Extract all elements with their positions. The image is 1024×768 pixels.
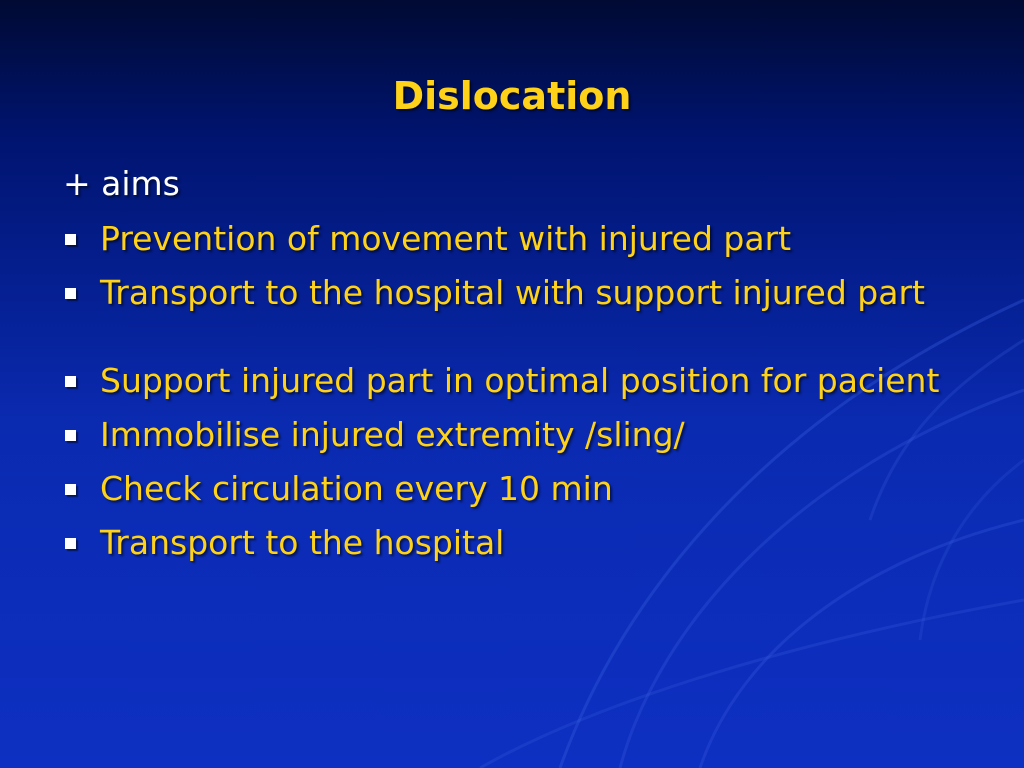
bullet-item (63, 272, 963, 314)
bullet-item (63, 468, 963, 510)
square-bullet-icon (65, 234, 76, 245)
bullet-item (63, 522, 963, 564)
square-bullet-icon (65, 538, 76, 549)
bullet-item (63, 360, 963, 402)
bullet-item (63, 414, 963, 456)
bullet-item (63, 218, 963, 260)
square-bullet-icon (65, 288, 76, 299)
bullet-text: Immobilise injured extremity /sling/ (100, 415, 685, 454)
bullet-text: Check circulation every 10 min (100, 469, 613, 508)
bullet-text: Prevention of movement with injured part (100, 219, 792, 258)
bullet-text: Support injured part in optimal position for pacient (100, 361, 940, 400)
square-bullet-icon (65, 430, 76, 441)
bullet-list (63, 218, 963, 576)
square-bullet-icon (65, 484, 76, 495)
bullet-text: Transport to the hospital (100, 523, 505, 562)
bullet-text: Transport to the hospital with support injured part (100, 273, 925, 312)
slide-subtitle: + aims (63, 164, 180, 203)
slide-title: Dislocation (392, 74, 632, 118)
square-bullet-icon (65, 376, 76, 387)
